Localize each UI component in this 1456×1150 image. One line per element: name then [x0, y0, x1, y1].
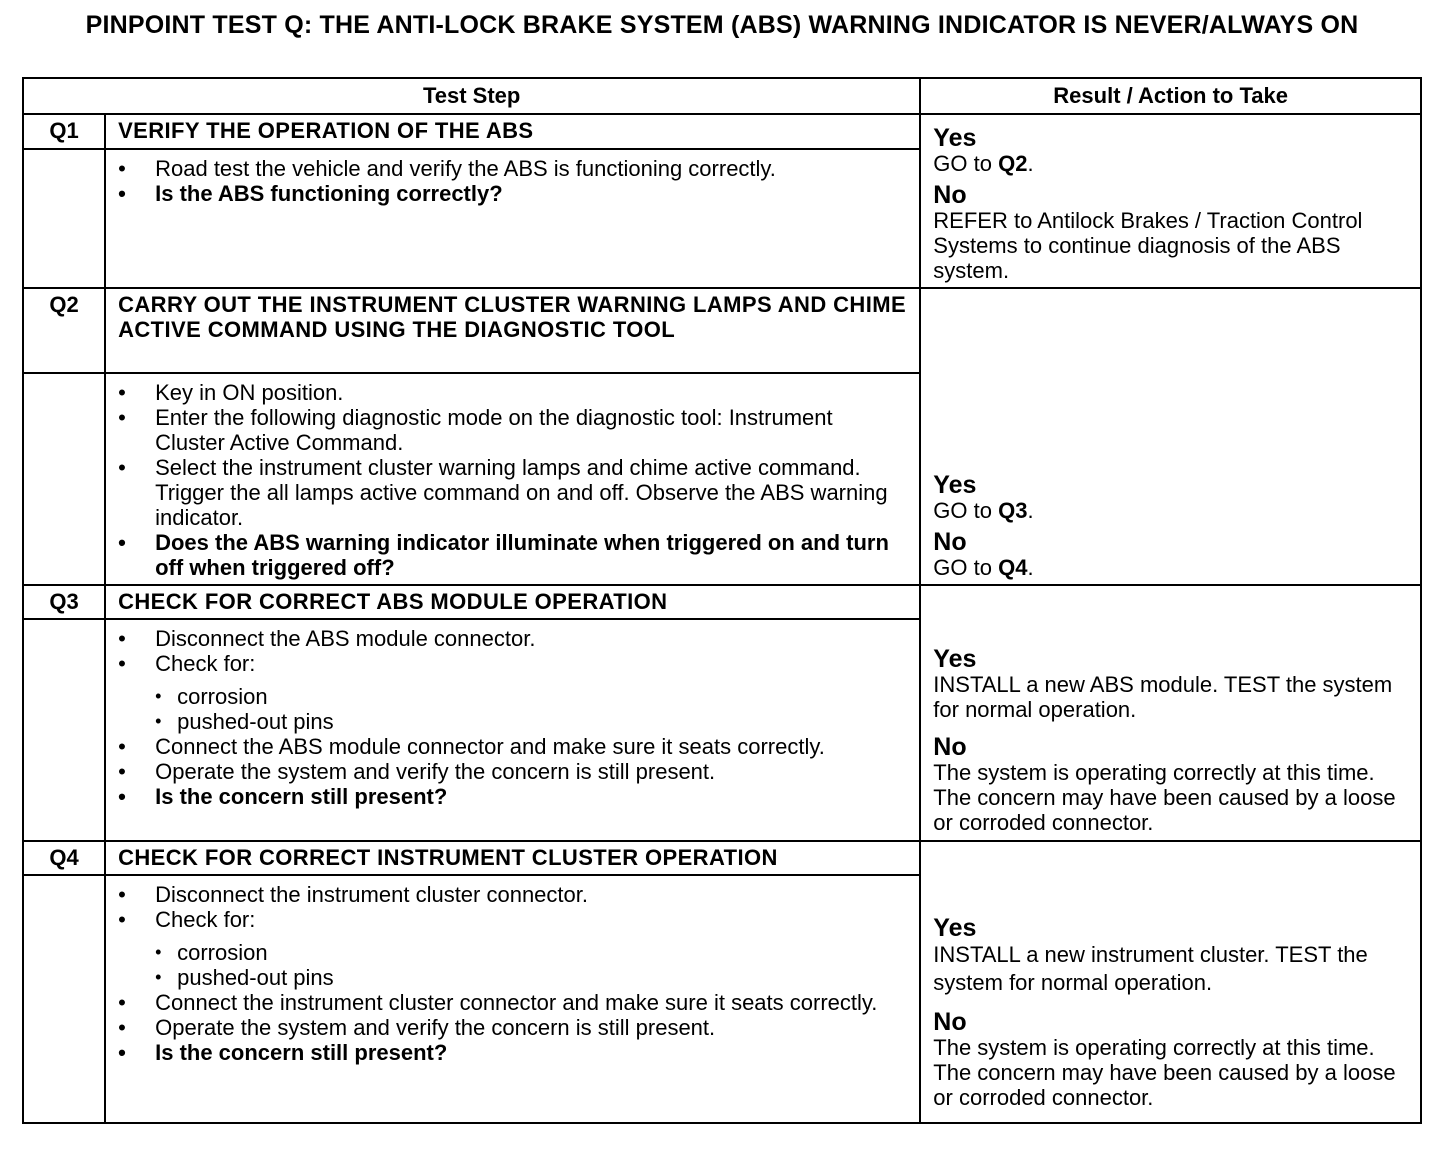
bullet-question: • Is the ABS functioning correctly?	[118, 181, 907, 206]
bullet-question: • Is the concern still present?	[118, 1040, 907, 1065]
bullet-item: • Key in ON position.	[118, 380, 907, 405]
result-q4	[920, 841, 1421, 1123]
step-details-q1	[105, 149, 920, 288]
bullet-item: • Select the instrument cluster warning lamps and chime active command. Trigger the all lamps active command on and off. Observe the ABS warning indicator.	[118, 455, 907, 530]
step-title-row-q1	[23, 114, 1421, 149]
no-action-q4: The system is operating correctly at this time. The concern may have been caused by a loose or corroded connector.	[933, 1034, 1396, 1110]
bullet-item: • Operate the system and verify the concern is still present.	[118, 1015, 907, 1040]
sub-bullet-item: • pushed-out pins	[155, 709, 907, 734]
step-details-q4	[105, 875, 920, 1123]
no-label-q1: No	[933, 181, 967, 209]
step-title-q3: CHECK FOR CORRECT ABS MODULE OPERATION	[105, 585, 920, 619]
step-id-blank-q2	[23, 373, 105, 585]
sub-bullet-item: • corrosion	[155, 940, 907, 965]
no-action-q1: REFER to Antilock Brakes / Traction Control Systems to continue diagnosis of the ABS system.	[933, 208, 1363, 283]
result-q2	[920, 288, 1421, 585]
yes-action-q3: INSTALL a new ABS module. TEST the system for normal operation.	[933, 671, 1393, 722]
page-title: PINPOINT TEST Q: THE ANTI-LOCK BRAKE SYSTEM (ABS) WARNING INDICATOR IS NEVER/ALWAYS ON	[85, 11, 1359, 39]
bullet-question: • Is the concern still present?	[118, 784, 907, 809]
step-title-row-q4	[23, 841, 1421, 875]
yes-label-q4: Yes	[933, 913, 977, 942]
table-header-row	[23, 78, 1421, 114]
result-q3	[920, 585, 1421, 841]
no-action-q3: The system is operating correctly at this time. The concern may have been caused by a loose or corroded connector.	[933, 759, 1396, 835]
yes-action-q2: GO to Q3.	[933, 498, 1034, 523]
bullet-item: • Disconnect the instrument cluster connector.	[118, 882, 907, 907]
step-details-q3	[105, 619, 920, 841]
step-id-q3: Q3	[23, 585, 105, 619]
yes-action-q4: INSTALL a new instrument cluster. TEST the system for normal operation.	[933, 941, 1368, 995]
step-id-q4: Q4	[23, 841, 105, 875]
yes-label-q3: Yes	[933, 644, 977, 673]
yes-label-q1: Yes	[933, 124, 977, 152]
step-title-row-q2	[23, 288, 1421, 373]
sub-bullet-item: • pushed-out pins	[155, 965, 907, 990]
bullet-item: • Check for: • corrosion • pushed-out pins	[118, 907, 907, 990]
no-label-q2: No	[933, 528, 967, 556]
step-id-q2: Q2	[23, 288, 105, 373]
bullet-item: • Connect the instrument cluster connector and make sure it seats correctly.	[118, 990, 907, 1015]
yes-label-q2: Yes	[933, 471, 977, 499]
result-q1	[920, 114, 1421, 288]
no-label-q3: No	[933, 732, 967, 761]
bullet-item: • Enter the following diagnostic mode on the diagnostic tool: Instrument Cluster Active Command.	[118, 405, 907, 455]
bullet-item: • Connect the ABS module connector and make sure it seats correctly.	[118, 734, 907, 759]
step-title-q1: VERIFY THE OPERATION OF THE ABS	[105, 114, 920, 149]
step-id-q1: Q1	[23, 114, 105, 149]
header-result: Result / Action to Take	[920, 78, 1421, 114]
header-test-step: Test Step	[23, 78, 920, 114]
step-title-q4: CHECK FOR CORRECT INSTRUMENT CLUSTER OPERATION	[105, 841, 920, 875]
bullet-question: • Does the ABS warning indicator illuminate when triggered on and turn off when triggered off?	[118, 530, 907, 580]
step-id-blank-q4	[23, 875, 105, 1123]
sub-bullet-item: • corrosion	[155, 684, 907, 709]
step-id-blank-q1	[23, 149, 105, 288]
step-title-q2: CARRY OUT THE INSTRUMENT CLUSTER WARNING LAMPS AND CHIME ACTIVE COMMAND USING THE DIAGNOSTIC TOOL	[105, 288, 920, 373]
pinpoint-test-table	[22, 77, 1422, 1124]
step-id-blank-q3	[23, 619, 105, 841]
step-title-row-q3	[23, 585, 1421, 619]
bullet-item: • Disconnect the ABS module connector.	[118, 626, 907, 651]
step-details-q2	[105, 373, 920, 585]
no-action-q2: GO to Q4.	[933, 555, 1034, 580]
yes-action-q1: GO to Q2.	[933, 151, 1034, 176]
bullet-item: • Road test the vehicle and verify the ABS is functioning correctly.	[118, 156, 907, 181]
bullet-item: • Check for: • corrosion • pushed-out pins	[118, 651, 907, 734]
no-label-q4: No	[933, 1007, 967, 1036]
bullet-item: • Operate the system and verify the concern is still present.	[118, 759, 907, 784]
